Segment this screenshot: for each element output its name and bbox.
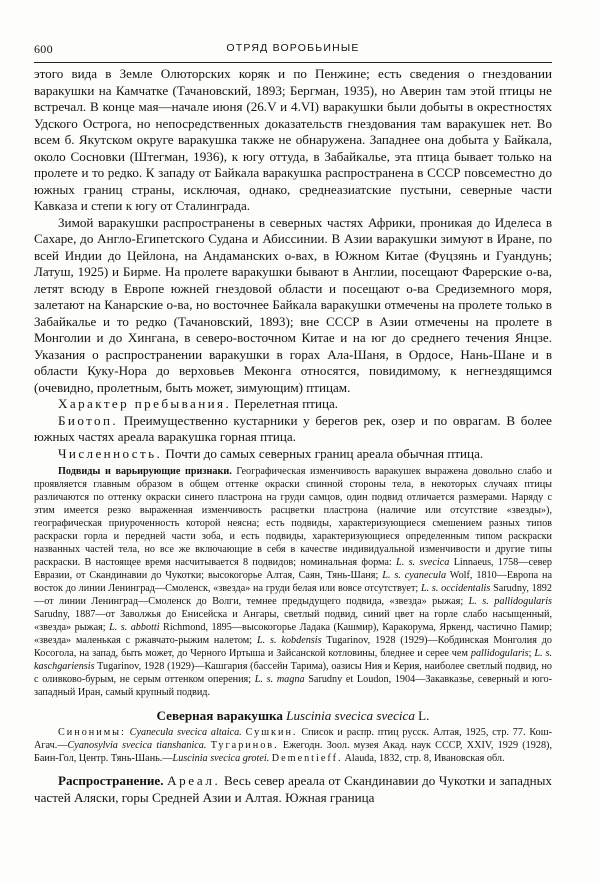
subspecies-author-8: Sarudny et Loudon, 1904 bbox=[308, 674, 416, 685]
distribution-sublabel: Ареал. bbox=[167, 773, 221, 788]
species-heading bbox=[34, 708, 552, 724]
residence-label: Характер пребывания. bbox=[58, 396, 232, 411]
subspecies-taxon-2: L. s. cyanecula bbox=[382, 570, 447, 581]
abundance-label: Численность. bbox=[58, 445, 163, 461]
paragraph-abundance bbox=[34, 446, 552, 463]
subspecies-taxon-3: L. s. occidentalis bbox=[420, 583, 491, 594]
page-number: 600 bbox=[34, 42, 53, 56]
subspecies-author-5: Richmond, 1895 bbox=[163, 622, 232, 633]
species-common-name: Северная варакушка bbox=[156, 708, 283, 723]
paragraph-distribution bbox=[34, 773, 552, 806]
page-body bbox=[34, 66, 552, 806]
subspecies-desc-5: —высокогорье Ладака (Кашмир), Каракорума, Яркенд, частично Памир; «звезда» маленькая с ржавчато-рыжим налетом; bbox=[34, 622, 553, 646]
synonym-1-ref: Список и распр. птиц русск. Алтая, 1925, стр. 77. Кош-Агач.— bbox=[34, 727, 552, 751]
subspecies-taxon-7: L. s. kaschgariensis bbox=[34, 648, 553, 672]
subspecies-author-1: Linnaeus, 1758 bbox=[453, 557, 519, 568]
biotope-text: Преимущественно кустарники у берегов рек, озер и по оврагам. В более южных частях ареала варакушка горная птица. bbox=[34, 412, 552, 444]
subspecies-label: Подвиды и варьирующие признаки. bbox=[58, 466, 232, 477]
residence-text: Перелетная птица. bbox=[234, 396, 339, 411]
subspecies-author-6: Tugarinov, 1928 (1929) bbox=[326, 635, 428, 646]
subspecies-desc-7: —Кашгария (бассейн Тарима), оазисы Ния и Керия, наиболее светлый подвид, но с оливково-бурым, не серым оттенком оперения; bbox=[34, 661, 552, 685]
synonym-3-author: Dementieff. bbox=[271, 753, 343, 764]
abundance-text: Почти до самых северных границ ареала обычная птица. bbox=[165, 445, 484, 461]
subspecies-desc-3: —от линии Ленинград—Смоленск до Волги, темнее предыдущего подвида, «звезда» рыжая; bbox=[34, 596, 464, 607]
synonym-3-ref: Alauda, 1832, стр. 8, Ивановская обл. bbox=[344, 753, 505, 764]
subspecies-block: Подвиды и варьирующие признаки. Географическая изменчивость варакушек выражена довольно слабо и проявляется главным образом в общем оттенке окраски спинной стороны тела, в некоторых случаях птицы различаются по оттенку окраски синего пластрона на груди самцов, один подвид отличается размерами. Наряду с этим имеется резко выраженная изменчивость расцветки пластрона (наличие или отсутствие «звезды»), географическая приуроченность которой неясна; есть подвиды, характеризующиеся смешением разных типов раскраски горла и передней части зоба, и есть подвиды, характеризующиеся определенным типом раскраски названных частей тела, но все же включающие в себя в качестве индивидуальной изменчивости и другие типы раскраски. В настоящее время насчитывается 8 подвидов; номинальная форма: L. s. svecica Linnaeus, 1758—север Евразии, от Скандинавии до Чукотки; высокогорье Алтая, Саян, Тянь-Шаня; L. s. cyanecula Wolf, 1810—Европа на восток до линии Ленинград—Смоленск, «звезда» на груди белая или вовсе отсутствует; L. s. occidentalis Sarudny, 1892—от линии Ленинград—Смоленск до Волги, темнее предыдущего подвида, «звезда» рыжая; L. s. pallidogularis Sarudny, 1887—от Заволжья до Енисейска и Ангары, светлый подвид, синий цвет на горле слабо насыщенный, «звезда» рыжая; L. s. abbotti Richmond, 1895—высокогорье Ладака (Кашмир), Каракорума, Яркенд, частично Памир; «звезда» маленькая с ржавчато-рыжим налетом; L. s. kobdensis Tugarinov, 1928 (1929)—Кобдинская Монголия до Косогола, на запад, быть может, до Черного Иртыша и Зайсанской котловины, бледнее и серее чем pallidogularis; L. s. kaschgariensis Tugarinov, 1928 (1929)—Кашгария (бассейн Тарима), оазисы Ния и Керия, наиболее светлый подвид, но с оливково-бурым, не серым оттенком оперения; L. s. magna Sarudny et Loudon, 1904—Закавказье, северный и юго-западный Иран, самый крупный подвид. bbox=[34, 466, 553, 698]
synonyms-label: Синонимы: bbox=[58, 727, 126, 738]
biotope-label: Биотоп. bbox=[58, 412, 119, 428]
paragraph-wintering: Зимой варакушки распространены в северных частях Африки, проникая до Иделеса в Сахаре, до Англо-Египетского Судана и Абиссинии. В Азии варакушки зимуют в Иране, по всей Индии до Цейлона, на Андаманских о-вах, в Южном Китае (Фуцзянь и Гуандунь; Латуш, 1925) и Бирме. На пролете варакушки бывают в Англии, посещают Фарерские о-ва, летят всюду в Европе южней гнездовой области и посещают о-ва Средиземного моря, залетают на Канарские о-ва, но восточнее Байкала варакушки отмечены на пролете только в Забайкалье и то редко (Тачановский, 1893); вне СССР в Азии отмечены на пролете в Монголии и до Хингана, в северо-восточном Китае и на юг до среднего течения Янцзе. Указания о распространении варакушки в горах Ала-Шаня, в Ордосе, Нань-Шане и в области Куку-Нора до верховьев Меконга относятся, повидимому, к негнездящимся (очевидно, пролетным, быть может, зимующим) птицам. bbox=[34, 214, 552, 395]
subspecies-intro: Географическая изменчивость варакушек выражена довольно слабо и проявляется главным образом в общем оттенке окраски спинной стороны тела, в некоторых случаях птицы различаются по оттенку окраски синего пластрона на груди самцов, один подвид отличается размерами. Наряду с этим имеется резко выраженная изменчивость расцветки пластрона (наличие или отсутствие «звезды»), географическая приуроченность которой неясна; есть подвиды, характеризующиеся смешением разных типов раскраски горла и передней части зоба, и есть подвиды, характеризующиеся определенным типом раскраски названных частей тела, но все же включающие в себя в качестве индивидуальной изменчивости и другие типы раскраски. В настоящее время насчитывается 8 подвидов; номинальная форма: bbox=[34, 466, 552, 568]
subspecies-desc-2: —Европа на восток до линии Ленинград—Смоленск, «звезда» на груди белая или вовсе отсутствует; bbox=[34, 570, 552, 594]
synonyms-block bbox=[34, 726, 552, 765]
subspecies-author-4: Sarudny, 1887 bbox=[34, 609, 96, 620]
species-latin-name: Luscinia svecica svecica bbox=[286, 708, 415, 723]
paragraph-residence bbox=[34, 396, 552, 413]
subspecies-taxon-5: L. s. abbotti bbox=[109, 622, 160, 633]
distribution-label: Распространение. bbox=[58, 773, 164, 788]
subspecies-taxon-8: L. s. magna bbox=[254, 674, 305, 685]
distribution-text: Весь север ареала от Скандинавии до Чукотки и западных частей Аляски, горы Средней Азии и Алтая. Южная граница bbox=[34, 773, 552, 805]
subspecies-author-3: Sarudny, 1892 bbox=[493, 583, 552, 594]
synonym-3: Luscinia svecica grotei. bbox=[172, 753, 270, 764]
subspecies-desc-1: —север Евразии, от Скандинавии до Чукотки; высокогорье Алтая, Саян, Тянь-Шаня; bbox=[34, 557, 552, 581]
synonym-2-ref: Ежегодн. Зоол. музея Акад. наук СССР, XXIV, 1929 (1928), Баин-Гол, Центр. Тянь-Шань.— bbox=[34, 740, 552, 764]
synonym-1-author: Сушкин. bbox=[245, 727, 298, 738]
subspecies-taxon-6: L. s. kobdensis bbox=[256, 635, 322, 646]
header-rule bbox=[34, 62, 552, 63]
page-header bbox=[34, 42, 552, 60]
paragraph-biotope bbox=[34, 413, 552, 446]
subspecies-taxon-6-ref: pallidogularis bbox=[470, 648, 529, 659]
subspecies-author-2: Wolf, 1810 bbox=[449, 570, 497, 581]
subspecies-desc-6: —Кобдинская Монголия до Косогола, на запад, быть может, до Черного Иртыша и Зайсанской котловины, бледнее и серее чем bbox=[34, 635, 553, 659]
subspecies-taxon-4: L. s. pallidogularis bbox=[468, 596, 552, 607]
subspecies-desc-4: —от Заволжья до Енисейска и Ангары, светлый подвид, синий цвет на горле слабо насыщенный, «звезда» рыжая; bbox=[34, 609, 552, 633]
subspecies-desc-8: —Закавказье, северный и юго-западный Иран, самый крупный подвид. bbox=[34, 674, 553, 698]
running-title: ОТРЯД ВОРОБЬИНЫЕ bbox=[226, 42, 360, 54]
species-author: L. bbox=[418, 708, 430, 723]
synonym-1: Cyanecula svecica altaica. bbox=[129, 727, 242, 738]
paragraph-range-north: этого вида в Земле Олюторских коряк и по Пенжине; есть сведения о гнездовании варакушки на Камчатке (Тачановский, 1893; Бергман, 1935), но Аверин там этой птицы не встречал. В конце мая—начале июня (26.V и 4.VI) варакушки были добыты в окрестностях Удского Острога, но непосредственных доказательств гнездования там варакушек нет. Во всем б. Якутском округе варакушка также не обнаружена. Западнее она добыта у Байкала, около Сосновки (Штегман, 1936), к югу оттуда, в Забайкалье, эта птица бывает только на пролете и то редко. К западу от Байкала варакушка распространена в СССР повсеместно до южных границ страны, исключая, однако, среднеазиатские пустыни, северные части Кавказа и степи к югу от Сталинграда. bbox=[34, 66, 552, 213]
synonym-2-author: Тугаринов. bbox=[210, 740, 279, 751]
subspecies-taxon-1: L. s. svecica bbox=[396, 557, 450, 568]
subspecies-author-7: Tugarinov, 1928 (1929) bbox=[97, 661, 195, 672]
synonym-2: Cyanosylvia svecica tianshanica. bbox=[67, 740, 207, 751]
